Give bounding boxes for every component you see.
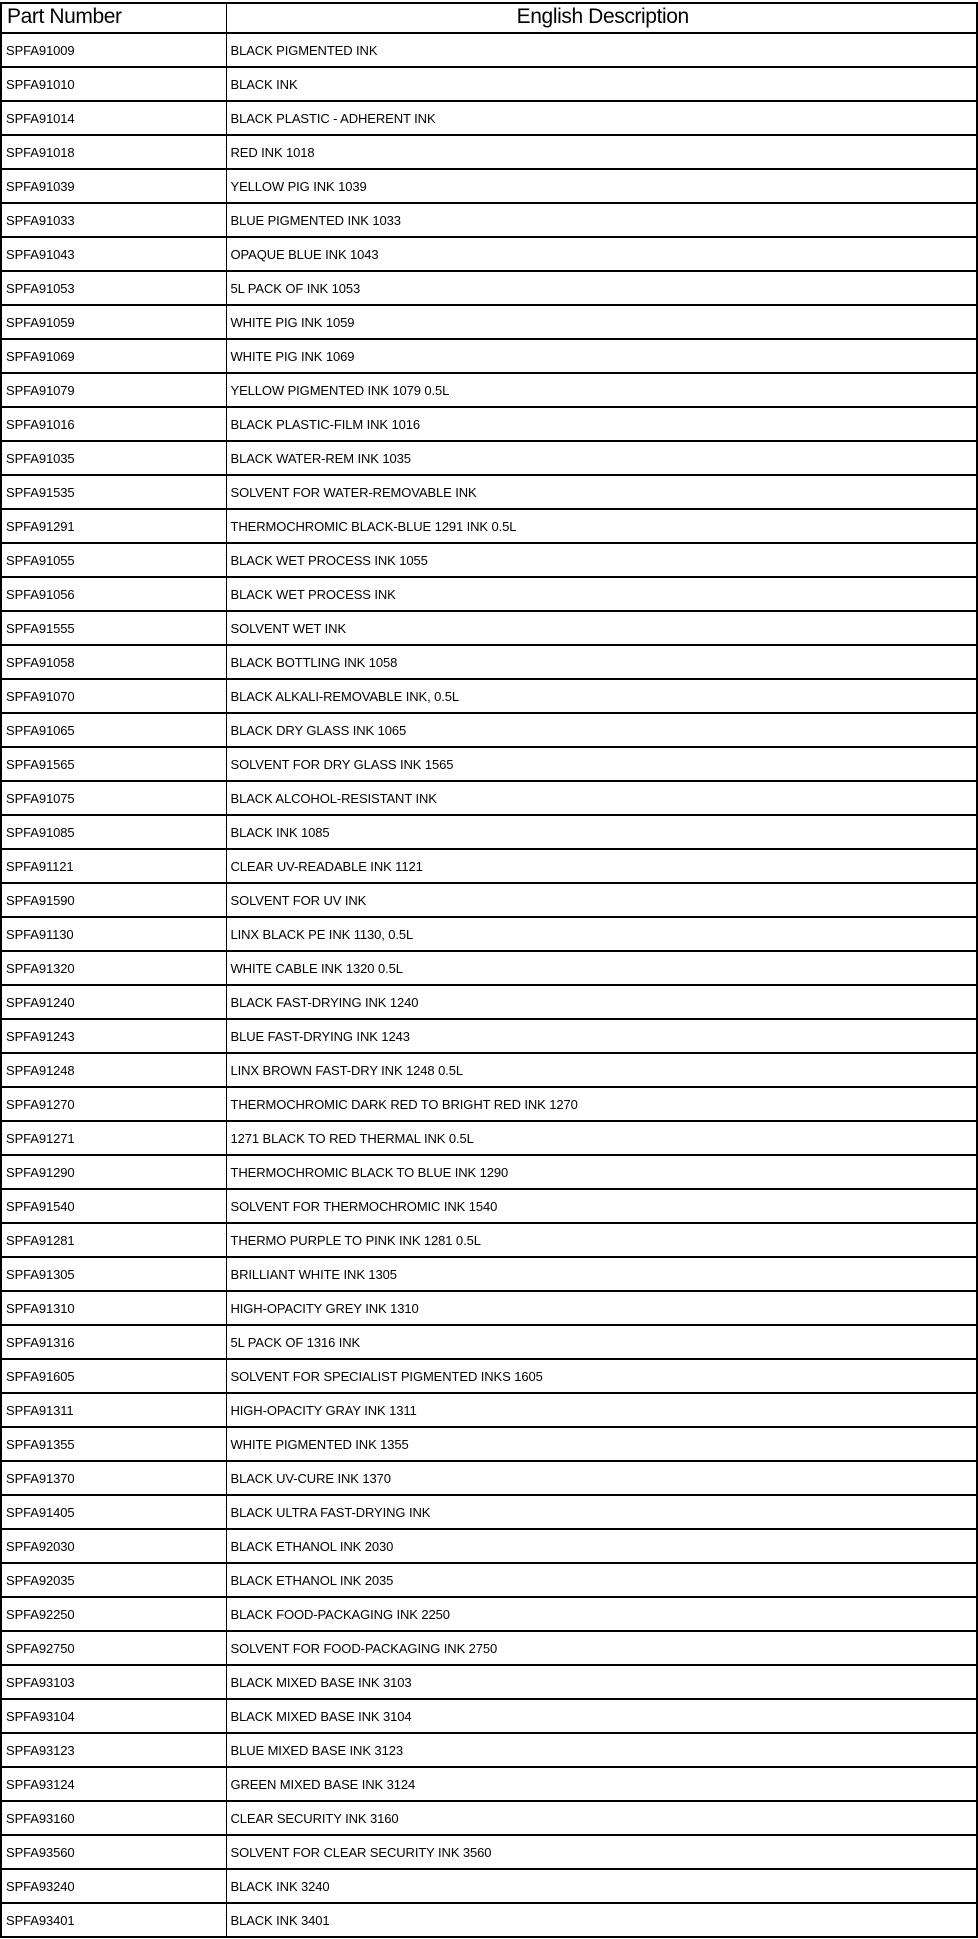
table-row bbox=[1, 1563, 977, 1597]
table-row bbox=[1, 577, 977, 611]
table-row bbox=[1, 407, 977, 441]
description-cell: WHITE CABLE INK 1320 0.5L bbox=[226, 951, 977, 985]
description-cell: BLACK ALCOHOL-RESISTANT INK bbox=[226, 781, 977, 815]
part-number-cell: SPFA91405 bbox=[1, 1495, 226, 1529]
part-number-cell: SPFA91018 bbox=[1, 135, 226, 169]
table-row bbox=[1, 1427, 977, 1461]
part-number-cell: SPFA91311 bbox=[1, 1393, 226, 1427]
table-row bbox=[1, 33, 977, 67]
description-cell: OPAQUE BLUE INK 1043 bbox=[226, 237, 977, 271]
part-number-cell: SPFA91035 bbox=[1, 441, 226, 475]
table-row bbox=[1, 1903, 977, 1937]
part-number-cell: SPFA91590 bbox=[1, 883, 226, 917]
part-number-cell: SPFA91010 bbox=[1, 67, 226, 101]
description-cell: BLUE FAST-DRYING INK 1243 bbox=[226, 1019, 977, 1053]
part-number-cell: SPFA91075 bbox=[1, 781, 226, 815]
part-number-cell: SPFA91014 bbox=[1, 101, 226, 135]
part-number-cell: SPFA91355 bbox=[1, 1427, 226, 1461]
part-number-cell: SPFA93124 bbox=[1, 1767, 226, 1801]
part-number-cell: SPFA91039 bbox=[1, 169, 226, 203]
table-row bbox=[1, 271, 977, 305]
description-cell: SOLVENT FOR DRY GLASS INK 1565 bbox=[226, 747, 977, 781]
part-number-cell: SPFA91270 bbox=[1, 1087, 226, 1121]
description-cell: BLACK MIXED BASE INK 3104 bbox=[226, 1699, 977, 1733]
part-number-cell: SPFA93240 bbox=[1, 1869, 226, 1903]
part-number-cell: SPFA91320 bbox=[1, 951, 226, 985]
description-cell: BLACK MIXED BASE INK 3103 bbox=[226, 1665, 977, 1699]
table-row bbox=[1, 509, 977, 543]
table-row bbox=[1, 1733, 977, 1767]
part-number-cell: SPFA93123 bbox=[1, 1733, 226, 1767]
description-cell: LINX BLACK PE INK 1130, 0.5L bbox=[226, 917, 977, 951]
table-row bbox=[1, 1835, 977, 1869]
description-cell: THERMO PURPLE TO PINK INK 1281 0.5L bbox=[226, 1223, 977, 1257]
description-cell: BLACK PLASTIC - ADHERENT INK bbox=[226, 101, 977, 135]
description-cell: BLACK WATER-REM INK 1035 bbox=[226, 441, 977, 475]
part-number-cell: SPFA91281 bbox=[1, 1223, 226, 1257]
part-number-cell: SPFA91310 bbox=[1, 1291, 226, 1325]
table-row bbox=[1, 475, 977, 509]
description-cell: BRILLIANT WHITE INK 1305 bbox=[226, 1257, 977, 1291]
part-number-cell: SPFA91055 bbox=[1, 543, 226, 577]
table-row bbox=[1, 611, 977, 645]
part-number-cell: SPFA91070 bbox=[1, 679, 226, 713]
description-cell: THERMOCHROMIC DARK RED TO BRIGHT RED INK 1270 bbox=[226, 1087, 977, 1121]
description-cell: WHITE PIG INK 1059 bbox=[226, 305, 977, 339]
part-number-cell: SPFA91065 bbox=[1, 713, 226, 747]
description-cell: RED INK 1018 bbox=[226, 135, 977, 169]
part-number-cell: SPFA91540 bbox=[1, 1189, 226, 1223]
part-number-cell: SPFA91565 bbox=[1, 747, 226, 781]
part-number-cell: SPFA91043 bbox=[1, 237, 226, 271]
column-header-english-description: English Description bbox=[226, 3, 977, 33]
description-cell: BLACK INK 3401 bbox=[226, 1903, 977, 1937]
part-number-cell: SPFA91316 bbox=[1, 1325, 226, 1359]
description-cell: BLUE MIXED BASE INK 3123 bbox=[226, 1733, 977, 1767]
table-row bbox=[1, 849, 977, 883]
part-number-cell: SPFA91291 bbox=[1, 509, 226, 543]
table-row bbox=[1, 169, 977, 203]
table-row bbox=[1, 1189, 977, 1223]
table-row bbox=[1, 645, 977, 679]
description-cell: BLACK FOOD-PACKAGING INK 2250 bbox=[226, 1597, 977, 1631]
part-number-cell: SPFA91271 bbox=[1, 1121, 226, 1155]
part-number-cell: SPFA91130 bbox=[1, 917, 226, 951]
description-cell: BLACK WET PROCESS INK 1055 bbox=[226, 543, 977, 577]
description-cell: SOLVENT FOR SPECIALIST PIGMENTED INKS 1605 bbox=[226, 1359, 977, 1393]
table-row bbox=[1, 1495, 977, 1529]
description-cell: SOLVENT FOR UV INK bbox=[226, 883, 977, 917]
table-row bbox=[1, 815, 977, 849]
table-row bbox=[1, 237, 977, 271]
description-cell: BLACK PLASTIC-FILM INK 1016 bbox=[226, 407, 977, 441]
description-cell: BLACK PIGMENTED INK bbox=[226, 33, 977, 67]
description-cell: THERMOCHROMIC BLACK-BLUE 1291 INK 0.5L bbox=[226, 509, 977, 543]
description-cell: BLUE PIGMENTED INK 1033 bbox=[226, 203, 977, 237]
part-number-cell: SPFA93160 bbox=[1, 1801, 226, 1835]
table-row bbox=[1, 679, 977, 713]
part-number-cell: SPFA91058 bbox=[1, 645, 226, 679]
table-row bbox=[1, 373, 977, 407]
description-cell: BLACK INK 1085 bbox=[226, 815, 977, 849]
table-row bbox=[1, 985, 977, 1019]
table-row bbox=[1, 1801, 977, 1835]
table-row bbox=[1, 1087, 977, 1121]
description-cell: SOLVENT WET INK bbox=[226, 611, 977, 645]
table-row bbox=[1, 1393, 977, 1427]
table-row bbox=[1, 951, 977, 985]
table-row bbox=[1, 917, 977, 951]
part-number-cell: SPFA91240 bbox=[1, 985, 226, 1019]
description-cell: YELLOW PIGMENTED INK 1079 0.5L bbox=[226, 373, 977, 407]
part-number-cell: SPFA91243 bbox=[1, 1019, 226, 1053]
part-number-cell: SPFA91033 bbox=[1, 203, 226, 237]
part-number-cell: SPFA91535 bbox=[1, 475, 226, 509]
table-row bbox=[1, 1053, 977, 1087]
table-row bbox=[1, 1223, 977, 1257]
table-row bbox=[1, 1155, 977, 1189]
table-row bbox=[1, 203, 977, 237]
part-number-cell: SPFA91248 bbox=[1, 1053, 226, 1087]
description-cell: CLEAR SECURITY INK 3160 bbox=[226, 1801, 977, 1835]
parts-table bbox=[0, 2, 978, 1938]
description-cell: HIGH-OPACITY GREY INK 1310 bbox=[226, 1291, 977, 1325]
part-number-cell: SPFA91056 bbox=[1, 577, 226, 611]
part-number-cell: SPFA91305 bbox=[1, 1257, 226, 1291]
description-cell: SOLVENT FOR WATER-REMOVABLE INK bbox=[226, 475, 977, 509]
part-number-cell: SPFA91121 bbox=[1, 849, 226, 883]
part-number-cell: SPFA91053 bbox=[1, 271, 226, 305]
table-row bbox=[1, 1529, 977, 1563]
part-number-cell: SPFA91605 bbox=[1, 1359, 226, 1393]
description-cell: YELLOW PIG INK 1039 bbox=[226, 169, 977, 203]
description-cell: BLACK INK bbox=[226, 67, 977, 101]
table-row bbox=[1, 1019, 977, 1053]
table-row bbox=[1, 1359, 977, 1393]
description-cell: 5L PACK OF 1316 INK bbox=[226, 1325, 977, 1359]
table-row bbox=[1, 1665, 977, 1699]
table-row bbox=[1, 1257, 977, 1291]
part-number-cell: SPFA91059 bbox=[1, 305, 226, 339]
table-header-row bbox=[1, 3, 977, 33]
table-row bbox=[1, 135, 977, 169]
table-row bbox=[1, 67, 977, 101]
description-cell: SOLVENT FOR FOOD-PACKAGING INK 2750 bbox=[226, 1631, 977, 1665]
table-row bbox=[1, 1869, 977, 1903]
table-row bbox=[1, 1699, 977, 1733]
table-row bbox=[1, 305, 977, 339]
part-number-cell: SPFA91016 bbox=[1, 407, 226, 441]
part-number-cell: SPFA91079 bbox=[1, 373, 226, 407]
description-cell: BLACK ULTRA FAST-DRYING INK bbox=[226, 1495, 977, 1529]
table-row bbox=[1, 1461, 977, 1495]
description-cell: GREEN MIXED BASE INK 3124 bbox=[226, 1767, 977, 1801]
table-row bbox=[1, 1121, 977, 1155]
table-row bbox=[1, 339, 977, 373]
part-number-cell: SPFA93104 bbox=[1, 1699, 226, 1733]
description-cell: BLACK WET PROCESS INK bbox=[226, 577, 977, 611]
table-row bbox=[1, 1291, 977, 1325]
table-row bbox=[1, 441, 977, 475]
description-cell: WHITE PIG INK 1069 bbox=[226, 339, 977, 373]
table-body bbox=[1, 33, 977, 1937]
table-row bbox=[1, 747, 977, 781]
part-number-cell: SPFA91290 bbox=[1, 1155, 226, 1189]
description-cell: BLACK INK 3240 bbox=[226, 1869, 977, 1903]
part-number-cell: SPFA91085 bbox=[1, 815, 226, 849]
column-header-part-number: Part Number bbox=[1, 3, 226, 33]
part-number-cell: SPFA91555 bbox=[1, 611, 226, 645]
table-row bbox=[1, 543, 977, 577]
description-cell: THERMOCHROMIC BLACK TO BLUE INK 1290 bbox=[226, 1155, 977, 1189]
part-number-cell: SPFA92250 bbox=[1, 1597, 226, 1631]
table-row bbox=[1, 1631, 977, 1665]
table-row bbox=[1, 101, 977, 135]
part-number-cell: SPFA91009 bbox=[1, 33, 226, 67]
description-cell: BLACK ETHANOL INK 2035 bbox=[226, 1563, 977, 1597]
table-row bbox=[1, 1325, 977, 1359]
description-cell: BLACK UV-CURE INK 1370 bbox=[226, 1461, 977, 1495]
description-cell: 5L PACK OF INK 1053 bbox=[226, 271, 977, 305]
table-row bbox=[1, 1597, 977, 1631]
description-cell: SOLVENT FOR CLEAR SECURITY INK 3560 bbox=[226, 1835, 977, 1869]
part-number-cell: SPFA93560 bbox=[1, 1835, 226, 1869]
part-number-cell: SPFA93103 bbox=[1, 1665, 226, 1699]
table-row bbox=[1, 781, 977, 815]
description-cell: LINX BROWN FAST-DRY INK 1248 0.5L bbox=[226, 1053, 977, 1087]
part-number-cell: SPFA93401 bbox=[1, 1903, 226, 1937]
description-cell: BLACK FAST-DRYING INK 1240 bbox=[226, 985, 977, 1019]
description-cell: BLACK BOTTLING INK 1058 bbox=[226, 645, 977, 679]
description-cell: WHITE PIGMENTED INK 1355 bbox=[226, 1427, 977, 1461]
part-number-cell: SPFA91069 bbox=[1, 339, 226, 373]
description-cell: HIGH-OPACITY GRAY INK 1311 bbox=[226, 1393, 977, 1427]
table-row bbox=[1, 1767, 977, 1801]
description-cell: 1271 BLACK TO RED THERMAL INK 0.5L bbox=[226, 1121, 977, 1155]
part-number-cell: SPFA91370 bbox=[1, 1461, 226, 1495]
table-row bbox=[1, 883, 977, 917]
description-cell: BLACK ALKALI-REMOVABLE INK, 0.5L bbox=[226, 679, 977, 713]
description-cell: CLEAR UV-READABLE INK 1121 bbox=[226, 849, 977, 883]
description-cell: BLACK DRY GLASS INK 1065 bbox=[226, 713, 977, 747]
table-row bbox=[1, 713, 977, 747]
description-cell: SOLVENT FOR THERMOCHROMIC INK 1540 bbox=[226, 1189, 977, 1223]
description-cell: BLACK ETHANOL INK 2030 bbox=[226, 1529, 977, 1563]
part-number-cell: SPFA92035 bbox=[1, 1563, 226, 1597]
part-number-cell: SPFA92030 bbox=[1, 1529, 226, 1563]
part-number-cell: SPFA92750 bbox=[1, 1631, 226, 1665]
